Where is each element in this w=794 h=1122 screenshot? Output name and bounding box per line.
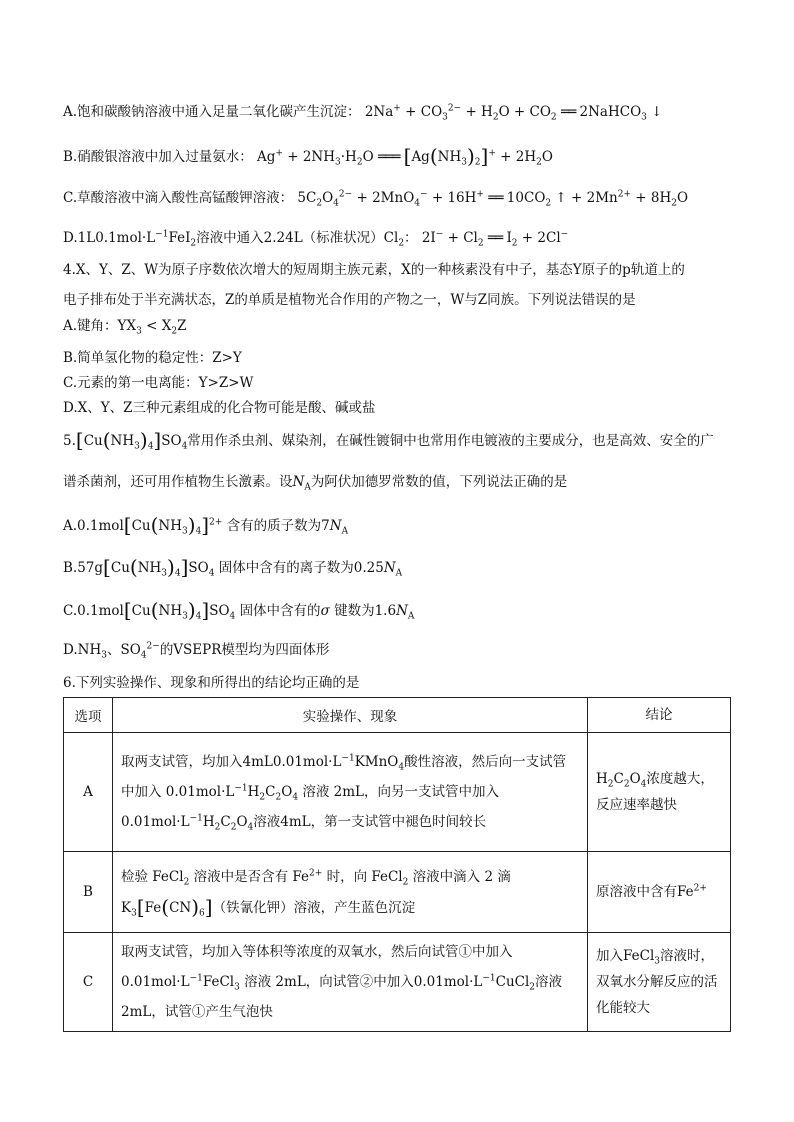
q3-d-label4: ： xyxy=(404,230,418,246)
q4-option-a: A.键角：$YX_3 < X_2Z$ xyxy=(63,318,187,337)
q5-d-text2: 的VSEPR模型均为四面体形 xyxy=(159,642,330,658)
q4-a-label: A.键角： xyxy=(63,318,118,334)
q5-stem-text3: 为阿伏加德罗常数的值，下列说法正确的是 xyxy=(310,474,568,490)
header-conclusion: 结论 xyxy=(588,698,731,733)
q5-d-text1: 、SO xyxy=(106,642,141,658)
table-header-row xyxy=(64,698,731,733)
q5-stem-text2: 谱杀菌剂，还可用作植物生长激素。设 xyxy=(63,474,293,490)
row-a-option: A xyxy=(64,733,113,852)
q4-option-d: D.X、Y、Z三种元素组成的化合物可能是酸、碱或盐 xyxy=(63,400,376,416)
q3-option-b: B.硝酸银溶液中加入过量氨水： $Ag^+ + 2NH_3\cdot H_2O$ ═══ $[Ag(NH_3)_2]^+ + 2H_2O$ xyxy=(63,144,553,168)
row-c-conclusion: 加入FeCl$_3$溶液时，双氧水分解反应的活化能较大 xyxy=(588,933,731,1032)
table-row xyxy=(64,933,731,1032)
q5-stem-line2: 谱杀菌剂，还可用作植物生长激素。设$N_A$为阿伏加德罗常数的值，下列说法正确的是 xyxy=(63,474,568,493)
q4-option-c: C.元素的第一电离能：Y>Z>W xyxy=(63,375,254,391)
q5-stem-line1: $5.[Cu(NH_3)_4]SO_4$常用作杀虫剂、媒染剂，在碱性镀铜中也常用作电镀液的主要成分，也是高效、安全的广 xyxy=(63,428,714,452)
q5-b-label: B.57g xyxy=(63,560,104,576)
row-b-option: B xyxy=(64,852,113,933)
q3-b-label: B.硝酸银溶液中加入过量氨水： xyxy=(63,149,253,165)
q5-a-text: 含有的质子数为7 xyxy=(226,518,330,534)
row-c-operation: 取两支试管，均加入等体积等浓度的双氧水，然后向试管①中加入$0.01mol\cdot L^{-1}FeCl_3$ 溶液 2mL，向试管②中加入$0.01mol\cdot L^{-1}CuCl_2$溶液2mL，试管①产生气泡快 xyxy=(113,933,588,1032)
q5-stem-text1: 常用作杀虫剂、媒染剂，在碱性镀铜中也常用作电镀液的主要成分，也是高效、安全的广 xyxy=(187,433,714,449)
q6-stem: 6.下列实验操作、现象和所得出的结论均正确的是 xyxy=(63,675,360,691)
q4-stem-line2: 电子排布处于半充满状态，Z的单质是植物光合作用的产物之一，W与Z同族。下列说法错误的是 xyxy=(63,292,636,308)
q5-option-d: $D.NH_3$、$SO_4^{2-}$的VSEPR模型均为四面体形 xyxy=(63,641,330,661)
header-option: 选项 xyxy=(64,698,113,733)
q3-c-label: C.草酸溶液中滴入酸性高锰酸钾溶液： xyxy=(63,190,294,206)
q3-a-label: A.饱和碳酸钠溶液中通入足量二氧化碳产生沉淀： xyxy=(63,104,361,120)
q5-c-text2: 键数为1.6 xyxy=(334,603,397,619)
q5-d-label: D.NH xyxy=(63,642,102,658)
header-operation: 实验操作、现象 xyxy=(113,698,588,733)
row-b-operation: 检验 FeCl$_2$ 溶液中是否含有 $Fe^{2+}$ 时，向 FeCl$_2$ 溶液中滴入 2 滴 $K_3[Fe(CN)_6]$（铁氰化钾）溶液，产生蓝色沉淀 xyxy=(113,852,588,933)
q4-stem xyxy=(63,255,735,315)
q3-d-label3: 溶液中通入2.24L（标准状况）Cl xyxy=(196,230,399,246)
q3-option-c: C.草酸溶液中滴入酸性高锰酸钾溶液： $5C_2O_4^{2-} + 2MnO_4^- + 16H^+$ ══ $10CO_2$ ↑ + $2Mn^{2+} + 8H_2O$ xyxy=(63,189,689,209)
q5-c-text1: 固体中含有的 xyxy=(239,603,321,619)
q5-option-a: $A.0.1mol[Cu(NH_3)_4]^{2+}$ 含有的质子数为$7N_A$ xyxy=(63,513,349,537)
q5-c-label: C.0.1mol xyxy=(63,603,124,619)
q3-option-a: A.饱和碳酸钠溶液中通入足量二氧化碳产生沉淀： $2Na^+ + CO_3^{2-} + H_2O + CO_2$ ══ 2NaHCO$_3$ ↓ xyxy=(63,103,663,123)
q3-d-label: D.1L0.1mol·L xyxy=(63,230,156,246)
q5-option-b: $B.57g[Cu(NH_3)_4]SO_4$ 固体中含有的离子数为$0.25N_A$ xyxy=(63,555,403,579)
table-row xyxy=(64,852,731,933)
row-b-conclusion: 原溶液中含有$Fe^{2+}$ xyxy=(588,852,731,933)
q5-stem-so: SO xyxy=(161,433,182,449)
q3-d-label2: FeI xyxy=(168,230,191,246)
q3-option-d: $D.1L0.1mol\cdot L^{-1}FeI_2$溶液中通入2.24L（标准状况）$Cl_2$： $2I^- + Cl_2$ ══ $I_2 + 2Cl^-$ xyxy=(63,229,569,249)
q5-b-text: 固体中含有的离子数为0.25 xyxy=(218,560,384,576)
q4-option-b: B.简单氢化物的稳定性：Z>Y xyxy=(63,350,242,366)
q5-a-label: A.0.1mol xyxy=(63,518,124,534)
q6-table xyxy=(63,697,731,1032)
q5-option-c: $C.0.1mol[Cu(NH_3)_4]SO_4$ 固体中含有的σ 键数为$1.6N_A$ xyxy=(63,598,415,622)
q4-stem-line1: 4.X、Y、Z、W为原子序数依次增大的短周期主族元素，X的一种核素没有中子，基态Y原子的p轨道上的 xyxy=(63,262,685,278)
row-c-option: C xyxy=(64,933,113,1032)
row-a-operation: 取两支试管，均加入$4mL0.01mol\cdot L^{-1}KMnO_4$酸性溶液，然后向一支试管中加入 $0.01mol\cdot L^{-1}H_2C_2O_4$ 溶液 2mL，向另一支试管中加入$0.01mol\cdot L^{-1}H_2C_2O_4$溶液4mL，第一支试管中褪色时间较长 xyxy=(113,733,588,852)
row-a-conclusion: $H_2C_2O_4$浓度越大，反应速率越快 xyxy=(588,733,731,852)
table-row xyxy=(64,733,731,852)
